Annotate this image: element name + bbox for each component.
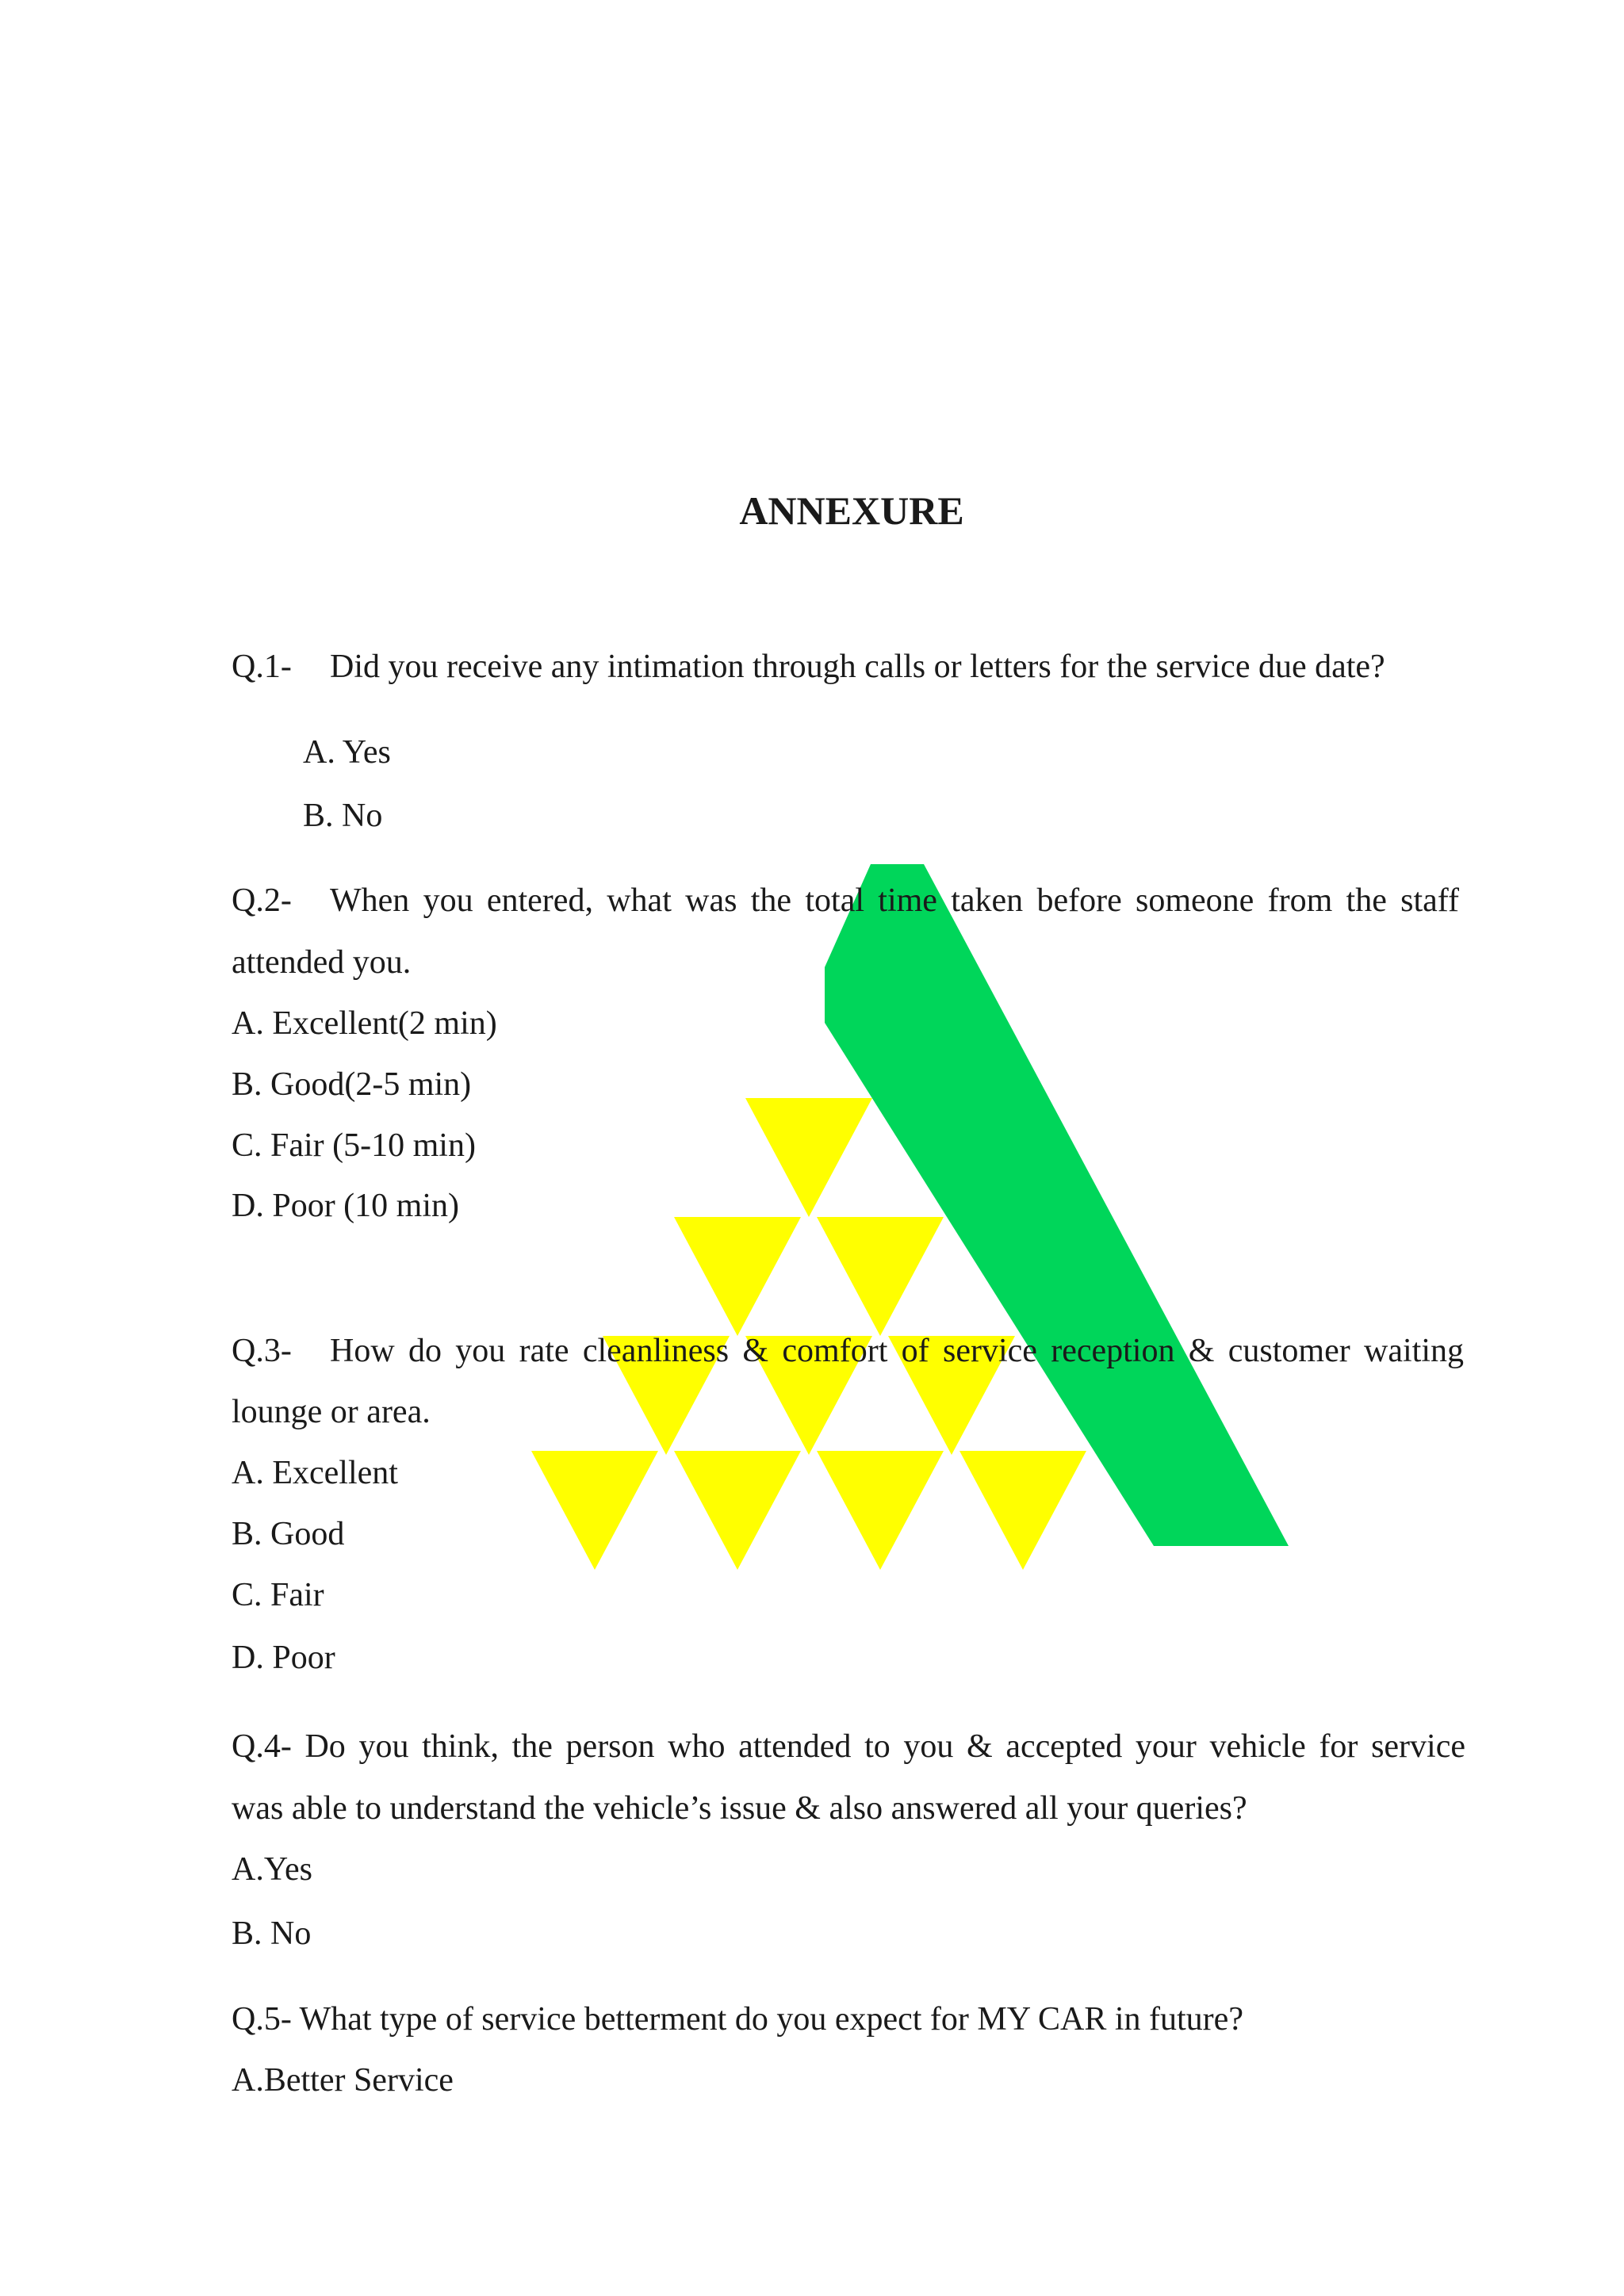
question-2 bbox=[232, 884, 1459, 917]
question-text-continued: was able to understand the vehicle’s issue & also answered all your queries? bbox=[232, 1790, 1247, 1827]
option: B. Good bbox=[232, 1516, 345, 1552]
question-text: Did you receive any intimation through calls or letters for the service due date? bbox=[330, 649, 1385, 685]
question-5: Q.5- What type of service betterment do you expect for MY CAR in future? bbox=[232, 2001, 1243, 2038]
question-text-continued: lounge or area. bbox=[232, 1394, 431, 1430]
question-text-continued: attended you. bbox=[232, 944, 412, 981]
question-text: How do you rate cleanliness & comfort of service reception & customer waiting bbox=[330, 1333, 1464, 1369]
option: A. Excellent(2 min) bbox=[232, 1005, 497, 1042]
option: B. No bbox=[232, 1915, 312, 1952]
question-number: Q.3- bbox=[232, 1333, 292, 1369]
option: A. Excellent bbox=[232, 1455, 398, 1491]
page-title: ANNEXURE bbox=[739, 488, 964, 533]
question-number: Q.1- bbox=[232, 649, 292, 685]
question-4: Q.4- Do you think, the person who attended to you & accepted your vehicle for service bbox=[232, 1728, 1465, 1765]
question-text: When you entered, what was the total time taken before someone from the staff bbox=[330, 882, 1459, 919]
option: A.Yes bbox=[232, 1851, 312, 1888]
option: A. Yes bbox=[303, 734, 391, 771]
option: A.Better Service bbox=[232, 2062, 454, 2099]
option: D. Poor (10 min) bbox=[232, 1188, 459, 1224]
question-3 bbox=[232, 1334, 1464, 1368]
option: C. Fair (5-10 min) bbox=[232, 1127, 476, 1164]
option: B. No bbox=[303, 798, 383, 834]
question-1 bbox=[232, 650, 1385, 683]
option: B. Good(2-5 min) bbox=[232, 1066, 472, 1103]
option: C. Fair bbox=[232, 1577, 324, 1613]
question-number: Q.2- bbox=[232, 882, 292, 919]
option: D. Poor bbox=[232, 1640, 335, 1676]
